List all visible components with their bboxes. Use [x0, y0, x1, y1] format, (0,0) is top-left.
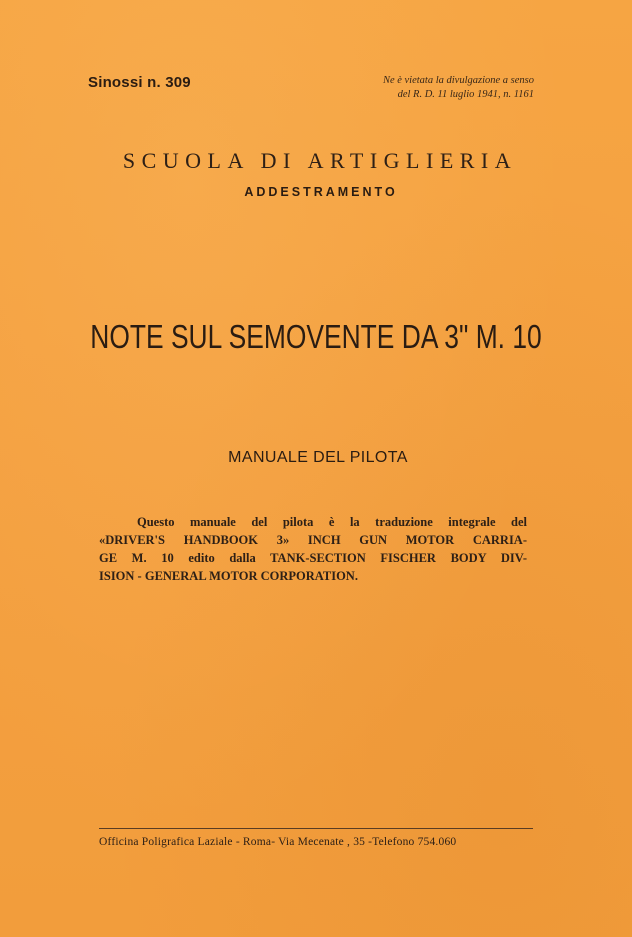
description-paragraph: [99, 513, 527, 585]
department-name: ADDESTRAMENTO: [244, 185, 398, 199]
description-line: «DRIVER'S HANDBOOK 3» INCH GUN MOTOR CARRIA-: [99, 533, 527, 547]
legal-notice: [304, 74, 534, 102]
school-name: SCUOLA DI ARTIGLIERIA: [122, 148, 518, 173]
legal-notice-line: del R. D. 11 luglio 1941, n. 1161: [397, 89, 534, 100]
publisher-line: Officina Poligrafica Laziale - Roma- Via Mecenate , 35 -Telefono 754.060: [99, 836, 457, 848]
description-line: ISION - GENERAL MOTOR CORPORATION.: [99, 569, 358, 583]
serial-number: Sinossi n. 309: [88, 74, 191, 91]
description-line: Questo manuale del pilota è la traduzione integrale del: [137, 515, 527, 529]
document-title: NOTE SUL SEMOVENTE DA 3" M. 10: [90, 318, 542, 355]
legal-notice-line: Ne è vietata la divulgazione a senso: [382, 75, 534, 86]
document-subtitle: MANUALE DEL PILOTA: [228, 449, 408, 466]
footer-divider: [99, 828, 533, 829]
description-line: GE M. 10 edito dalla TANK-SECTION FISCHER BODY DIV-: [99, 551, 527, 565]
